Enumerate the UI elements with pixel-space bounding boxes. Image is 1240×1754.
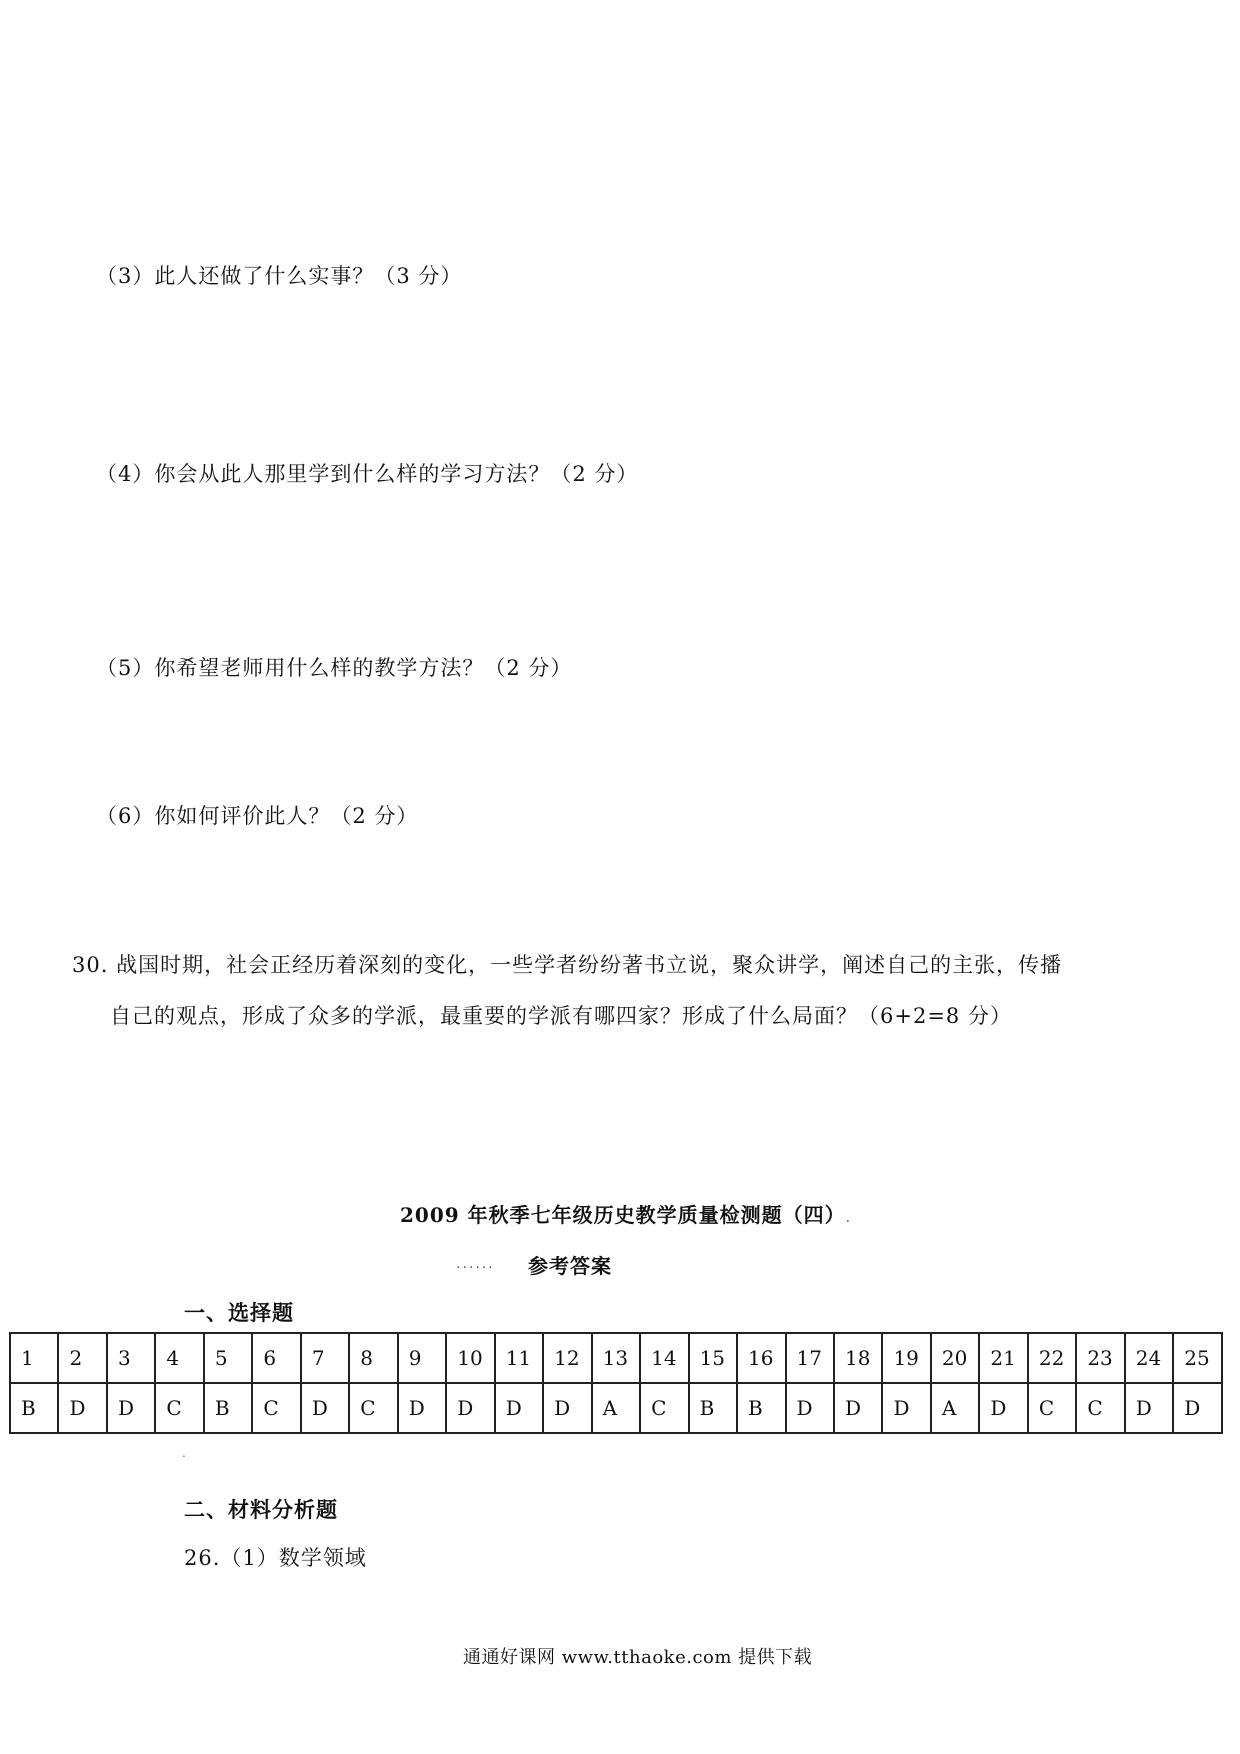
answer-cell: D [398,1383,446,1433]
answer-table [9,1332,1223,1434]
question-5: （5）你希望老师用什么样的教学方法？（2 分） [96,656,573,680]
answer-cell: C [640,1383,688,1433]
question-number-cell: 6 [252,1333,300,1383]
question-number-cell: 11 [495,1333,543,1383]
answer-key-title [400,1199,851,1228]
answer-cell: D [495,1383,543,1433]
question-30-line2: 自己的观点，形成了众多的学派，最重要的学派有哪四家？形成了什么局面？（6+2=8 分） [110,1004,1012,1028]
question-number-cell: 24 [1125,1333,1173,1383]
answer-cell: A [931,1383,979,1433]
answer-cell: D [786,1383,834,1433]
question-number-cell: 12 [543,1333,591,1383]
answer-cell: C [252,1383,300,1433]
answer-cell: B [204,1383,252,1433]
answer-cell: C [1028,1383,1076,1433]
question-number-cell: 4 [155,1333,203,1383]
question-number-cell: 7 [301,1333,349,1383]
answer-cell: C [155,1383,203,1433]
question-6: （6）你如何评价此人？（2 分） [96,804,419,828]
question-number-cell: 3 [107,1333,155,1383]
question-number-cell: 20 [931,1333,979,1383]
answer-cell: D [107,1383,155,1433]
question-number-cell: 25 [1173,1333,1222,1383]
answer-cell: D [1173,1383,1222,1433]
question-3: （3）此人还做了什么实事？（3 分） [96,264,463,288]
answer-key-title-text: 2009 年秋季七年级历史教学质量检测题（四） [400,1203,846,1227]
answer-cell: D [543,1383,591,1433]
answer-cell: B [737,1383,785,1433]
question-30-line1: 30. 战国时期，社会正经历着深刻的变化，一些学者纷纷著书立说，聚众讲学，阐述自己的主张，传播 [72,953,1063,977]
question-number-cell: 17 [786,1333,834,1383]
answer-cell: D [882,1383,930,1433]
question-number-cell: 21 [979,1333,1027,1383]
answer-cell: B [689,1383,737,1433]
section-2-heading: 二、材料分析题 [184,1497,338,1522]
question-number-cell: 13 [592,1333,640,1383]
question-number-cell: 23 [1076,1333,1124,1383]
question-number-cell: 14 [640,1333,688,1383]
answer-cell: D [446,1383,494,1433]
answer-key-subtitle: 参考答案 [528,1254,612,1278]
answer-cell: B [10,1383,58,1433]
answer-cell: D [1125,1383,1173,1433]
subtitle-leading-dots: ...... [456,1256,495,1272]
title-trailing-dot: . [845,1210,852,1226]
question-number-cell: 18 [834,1333,882,1383]
question-number-cell: 22 [1028,1333,1076,1383]
question-26-answer: 26.（1）数学领域 [184,1546,367,1570]
answer-table-number-row [10,1333,1222,1383]
footer-text: 通通好课网 www.tthaoke.com 提供下载 [463,1647,813,1668]
answer-cell: A [592,1383,640,1433]
question-number-cell: 8 [349,1333,397,1383]
question-number-cell: 10 [446,1333,494,1383]
answer-cell: D [301,1383,349,1433]
question-number-cell: 5 [204,1333,252,1383]
answer-cell: D [834,1383,882,1433]
question-number-cell: 9 [398,1333,446,1383]
answer-cell: D [58,1383,106,1433]
answer-cell: C [349,1383,397,1433]
answer-cell: C [1076,1383,1124,1433]
question-number-cell: 16 [737,1333,785,1383]
stray-mark: . [182,1446,186,1460]
question-number-cell: 1 [10,1333,58,1383]
question-number-cell: 19 [882,1333,930,1383]
answer-table-answer-row [10,1383,1222,1433]
answer-cell: D [979,1383,1027,1433]
question-number-cell: 2 [58,1333,106,1383]
question-number-cell: 15 [689,1333,737,1383]
question-4: （4）你会从此人那里学到什么样的学习方法？（2 分） [96,462,639,486]
section-1-heading: 一、选择题 [184,1300,294,1325]
